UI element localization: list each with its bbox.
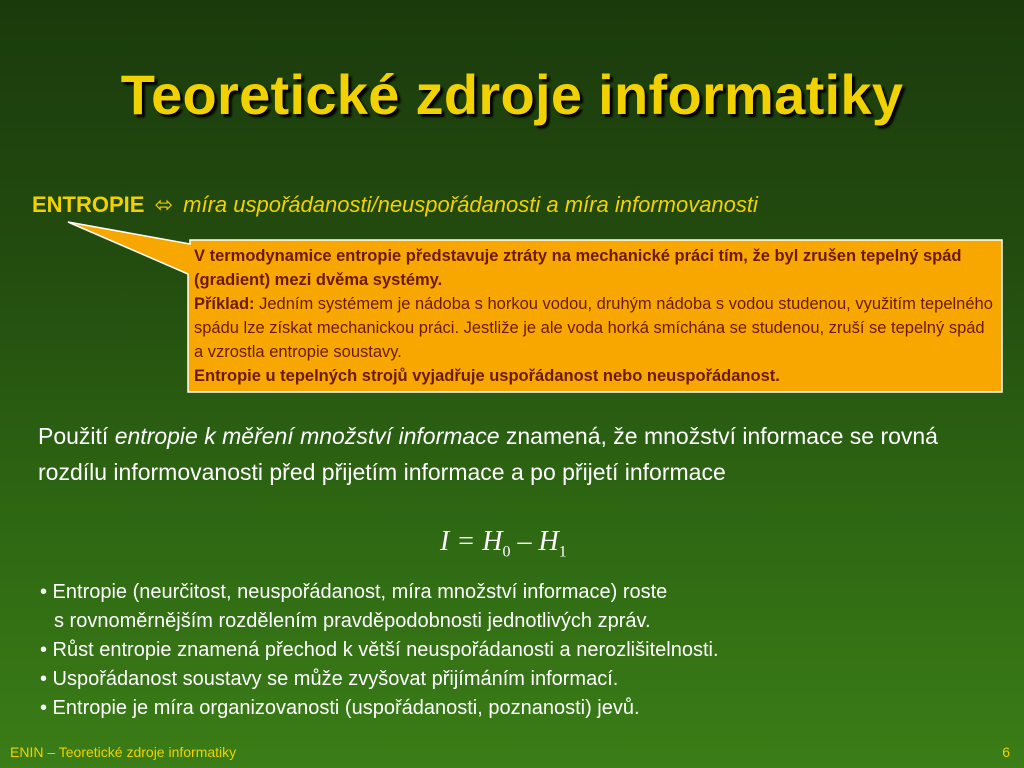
- entropy-formula: [440, 526, 567, 562]
- callout-example-text: Jedním systémem je nádoba s horkou vodou, druhým nádoba s vodou studenou, využitím tepelného spádu lze získat mechanickou práci. Jestliže je ale voda horká smíchána se studenou, zruší se tepelný spád a vzrostla entropie soustavy.: [194, 295, 993, 361]
- entropy-term: ENTROPIE: [32, 192, 145, 217]
- footer-page-number: 6: [1002, 744, 1010, 760]
- bullet-item-continuation: s rovnoměrnějším rozdělením pravděpodobnosti jednotlivých zpráv.: [54, 610, 651, 632]
- callout-text: [194, 244, 994, 388]
- usage-paragraph: [38, 418, 998, 490]
- callout-conclusion: Entropie u tepelných strojů vyjadřuje uspořádanost nebo neuspořádanost.: [194, 367, 780, 385]
- formula-sub1: 1: [558, 543, 567, 561]
- footer-course-title: ENIN – Teoretické zdroje informatiky: [10, 744, 237, 760]
- formula-equals: =: [449, 526, 483, 557]
- bullet-item: • Uspořádanost soustavy se může zvyšovat přijímáním informací.: [40, 668, 619, 690]
- usage-suffix: znamená, že množství informace se rovná rozdílu informovanosti před přijetím informace a po přijetí informace: [38, 423, 938, 485]
- formula-minus: –: [510, 526, 539, 557]
- bullet-item: • Entropie je míra organizovanosti (uspořádanosti, poznanosti) jevů.: [40, 697, 640, 719]
- bullet-item: • Entropie (neurčitost, neuspořádanost, míra množství informace) roste: [40, 581, 668, 603]
- bullet-item: • Růst entropie znamená přechod k větší neuspořádanosti a nerozlišitelnosti.: [40, 639, 719, 661]
- formula-h1: H: [538, 526, 559, 557]
- slide-title: Teoretické zdroje informatiky: [120, 63, 904, 126]
- formula-h0: H: [482, 526, 503, 557]
- bullet-list: [40, 578, 1000, 723]
- callout-thermo-definition: V termodynamice entropie představuje ztráty na mechanické práci tím, že byl zrušen tepelný spád (gradient) mezi dvěma systémy.: [194, 247, 962, 289]
- usage-prefix: Použití: [38, 423, 115, 449]
- entropy-definition: míra uspořádanosti/neuspořádanosti a míra informovanosti: [183, 192, 758, 217]
- formula-lhs: I: [440, 526, 450, 557]
- formula-sub0: 0: [502, 543, 511, 561]
- callout-example-label: Příklad:: [194, 295, 255, 313]
- usage-emphasis: entropie k měření množství informace: [114, 423, 500, 449]
- equivalence-arrow-icon: ⬄: [154, 192, 174, 217]
